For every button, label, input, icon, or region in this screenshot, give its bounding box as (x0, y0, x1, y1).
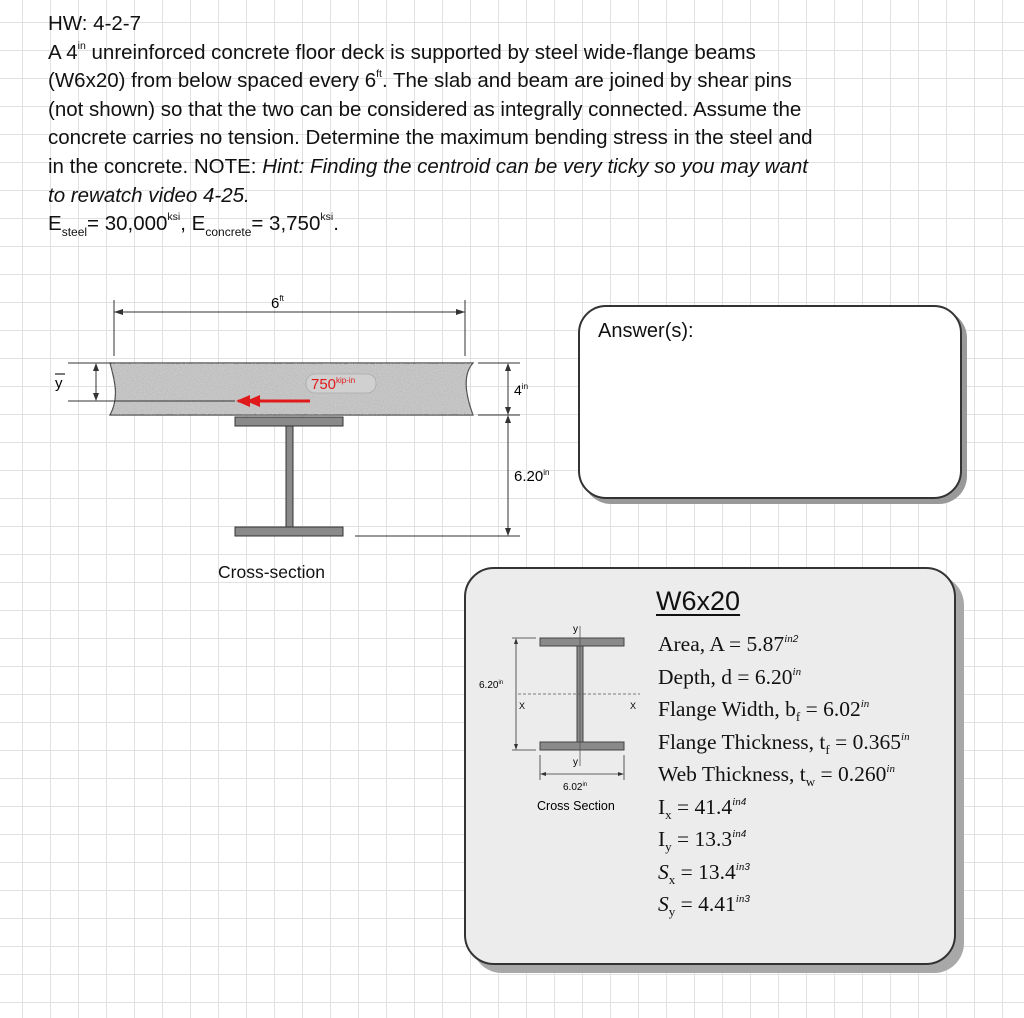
problem-line-1: A $4^{in}$ unreinforced concrete floor deck is supported by steel wide-flange beams (48, 39, 756, 64)
prop-sx: $S_x = 13.4^{in3}$ (658, 859, 750, 887)
problem-line-4: concrete carries no tension. Determine the maximum bending stress in the steel and (48, 126, 813, 150)
problem-title: HW: 4-2-7 (48, 12, 142, 35)
y-axis-label-top: y (573, 624, 578, 635)
problem-line-2: (W6x20) from below spaced every $6^{ft}$. The slab and beam are joined by shear pins (48, 68, 792, 93)
ybar-label: y (55, 375, 63, 392)
prop-iy: $I_y = 13.3^{in4}$ (658, 827, 747, 854)
w-depth-label: $6.20^{in}$ (479, 680, 504, 691)
prop-depth: Depth, $d = 6.20^{in}$ (658, 664, 802, 689)
x-axis-label-left: X (519, 701, 526, 711)
problem-line-6: to rewatch video 4-25. (48, 183, 250, 207)
y-axis-label-bottom: y (573, 757, 578, 768)
cross-section-caption: Cross-section (218, 562, 325, 582)
moduli-line: $E_{steel}= 30,000^{ksi}$, $E_{concrete}= 3,750^{ksi}$. (48, 211, 339, 240)
prop-sy: $S_y = 4.41^{in3}$ (658, 892, 750, 919)
shape-title: W6x20 (656, 586, 741, 616)
w-width-label: $6.02^{in}$ (563, 782, 588, 793)
answer-label: Answer(s): (598, 320, 694, 342)
prop-web-thickness: Web Thickness, $t_w = 0.260^{in}$ (658, 762, 895, 789)
problem-line-5: in the concrete. NOTE: Hint: Finding the centroid can be very ticky so you may want (48, 154, 808, 178)
problem-line-3: (not shown) so that the two can be considered as integrally connected. Assume the (48, 97, 802, 121)
prop-ix: $I_x = 41.4^{in4}$ (658, 794, 747, 822)
w-shape (540, 638, 624, 750)
x-axis-label-right: X (630, 701, 637, 711)
w-diagram-caption: Cross Section (537, 799, 615, 813)
prop-area: Area, $A = 5.87^{in2}$ (658, 632, 799, 656)
moment-label: $750^{kip-in}$ (311, 376, 356, 393)
prop-flange-width: Flange Width, $b_f = 6.02^{in}$ (658, 697, 870, 724)
shape-properties-list (658, 632, 910, 925)
width-label: $6^{ft}$ (271, 294, 284, 312)
prop-flange-thickness: Flange Thickness, $t_f = 0.365^{in}$ (658, 729, 910, 757)
beam-depth-label: $6.20^{in}$ (514, 468, 550, 485)
slab-depth-label: $4^{in}$ (514, 382, 529, 398)
